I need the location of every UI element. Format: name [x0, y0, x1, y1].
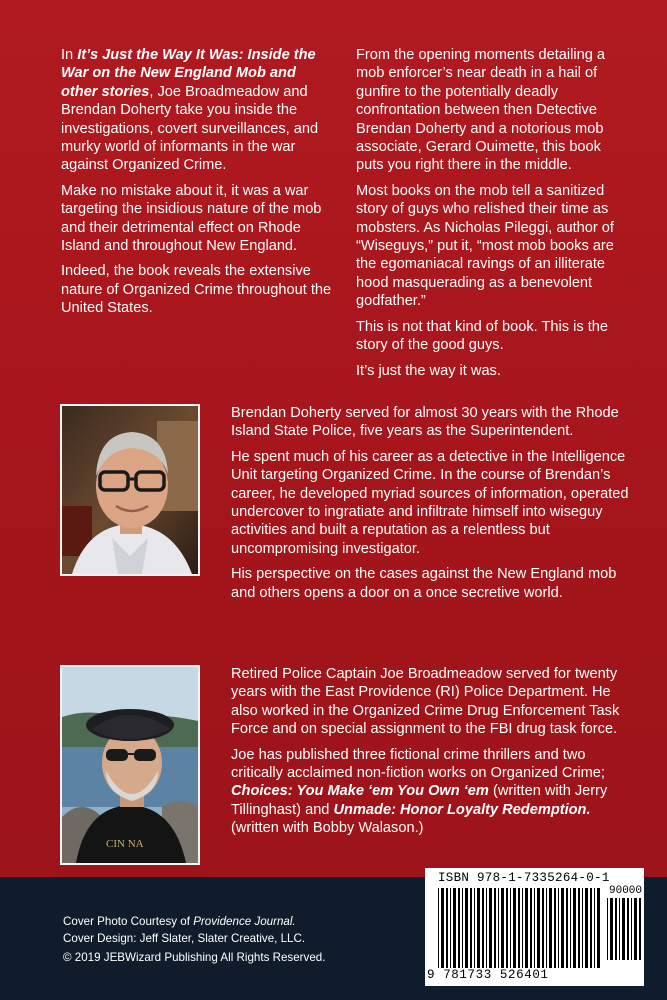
- barcode-bar: [501, 888, 504, 968]
- synopsis-paragraph: Most books on the mob tell a sanitized story of guys who relished their time as mobsters. As Nicholas Pileggi, author of “Wiseguys,” put it, “most mob books are the egomaniacal ravings of an illiterate hood masquerading as a benevolent godfather.”: [356, 182, 614, 310]
- synopsis-paragraph: In It’s Just the Way It Was: Inside the War on the New England Mob and other stories, Joe Broadmeadow and Brendan Doherty take you inside the investigations, covert surveillances, and murky world of informants in the war against Organized Crime.: [61, 47, 319, 174]
- barcode-bar: [530, 888, 532, 968]
- author-photo-doherty: [60, 404, 200, 576]
- synopsis-paragraph: This is not that kind of book. This is the story of the good guys.: [356, 318, 609, 354]
- bio-paragraph: Brendan Doherty served for almost 30 years with the Rhode Island State Police, five years as the Superintendent.: [231, 405, 619, 440]
- barcode-bar: [513, 888, 516, 968]
- barcode-bar: [615, 898, 617, 960]
- ean-number: 9 781733 526401: [427, 968, 549, 982]
- bio-paragraph: He spent much of his career as a detective in the Intelligence Unit targeting Organized Crime. In the course of Brendan’s career, he developed myriad sources of information, operated undercover to ingratiate and infiltrate himself into wiseguy activities and built a reputation as a relentless but uncompromising investigator.: [231, 448, 629, 557]
- bio-paragraph: Retired Police Captain Joe Broadmeadow served for twenty years with the East Providence (RI) Police Department. He also worked in the Organized Crime Drug Enforcement Task Force and on special assignment to the FBI drug task force.: [231, 666, 620, 738]
- barcode-bar: [582, 888, 583, 968]
- barcode-bar: [474, 888, 475, 968]
- barcode-bar: [594, 888, 595, 968]
- isbn-label: ISBN 978-1-7335264-0-1: [438, 871, 610, 885]
- book-title: Unmade: Honor Loyalty Redemption.: [333, 801, 591, 818]
- barcode-bar: [558, 888, 559, 968]
- design-credit: Cover Design: Jeff Slater, Slater Creative, LLC.: [63, 931, 306, 945]
- barcode-bar: [534, 888, 535, 968]
- barcode-bar: [631, 898, 632, 960]
- copyright: © 2019 JEBWizard Publishing All Rights Reserved.: [63, 951, 326, 964]
- barcode-bar: [477, 888, 480, 968]
- price-code: 90000: [609, 885, 643, 897]
- barcode-bar: [578, 888, 580, 968]
- barcode-bar: [597, 888, 600, 968]
- barcode-bar: [510, 888, 511, 968]
- barcode: [425, 868, 644, 986]
- barcode-bar: [566, 888, 568, 968]
- photo-credit: Cover Photo Courtesy of Providence Journal.: [63, 915, 296, 928]
- barcode-bar: [522, 888, 523, 968]
- synopsis-left-column: [61, 46, 333, 325]
- barcode-bar: [458, 888, 460, 968]
- synopsis-paragraph: From the opening moments detailing a mob enforcer’s near death in a hail of gunfire to the potentially deadly confrontation between then Detective Brendan Doherty and a notorious mob associate, Gerard Ouimette, this book puts you right there in the middle.: [356, 47, 606, 174]
- barcode-bar: [498, 888, 499, 968]
- bio-paragraph: Joe has published three fictional crime thrillers and two critically acclaimed non-fiction works on Organized Crime; Choices: You Make ‘em You Own ‘em (written with Jerry Tillinghast) and Unmade: Honor Loyalty Redemption. (written with Bobby Walason.): [231, 746, 608, 837]
- barcode-bar: [537, 888, 540, 968]
- barcode-bar: [619, 898, 620, 960]
- barcode-bar: [506, 888, 508, 968]
- barcode-bar: [585, 888, 588, 968]
- barcode-bar: [494, 888, 496, 968]
- barcode-bar: [470, 888, 472, 968]
- barcode-bar: [441, 888, 444, 968]
- barcode-bar: [518, 888, 520, 968]
- barcode-bar: [610, 898, 613, 960]
- barcode-bar: [546, 888, 547, 968]
- barcode-bar: [607, 898, 608, 960]
- synopsis-paragraph: It’s just the way it was.: [356, 362, 501, 379]
- credits: [63, 914, 325, 967]
- barcode-bar: [590, 888, 592, 968]
- book-title: Choices: You Make ‘em You Own ‘em: [231, 783, 489, 800]
- synopsis-paragraph: Indeed, the book reveals the extensive nature of Organized Crime throughout the United States.: [61, 263, 332, 317]
- barcode-bar: [634, 898, 637, 960]
- synopsis-paragraph: Make no mistake about it, it was a war targeting the insidious nature of the mob and their detrimental effect on Rhode Island and throughout New England.: [61, 182, 322, 255]
- book-title: It’s Just the Way It Was: Inside the War on the New England Mob and other stories: [61, 47, 316, 100]
- barcode-bar: [446, 888, 448, 968]
- barcode-bar: [489, 888, 492, 968]
- barcode-bar: [525, 888, 528, 968]
- price-barcode-bars: [607, 898, 641, 960]
- barcode-bar: [450, 888, 451, 968]
- synopsis-right-column: [356, 46, 626, 387]
- barcode-bar: [561, 888, 564, 968]
- barcode-bar: [622, 898, 625, 960]
- barcode-bar: [486, 888, 487, 968]
- bio-doherty: [231, 404, 631, 609]
- barcode-bar: [462, 888, 463, 968]
- barcode-bar: [542, 888, 544, 968]
- barcode-bar: [639, 898, 641, 960]
- barcode-bar: [627, 898, 629, 960]
- barcode-bar: [482, 888, 484, 968]
- bio-broadmeadow: [231, 665, 631, 845]
- barcode-bar: [465, 888, 468, 968]
- barcode-bar: [549, 888, 552, 968]
- barcode-bar: [573, 888, 576, 968]
- bio-paragraph: His perspective on the cases against the New England mob and others opens a door on a once secretive world.: [231, 566, 617, 601]
- ean-barcode-bars: [438, 888, 602, 968]
- barcode-bar: [453, 888, 456, 968]
- author-photo-broadmeadow: [60, 665, 200, 865]
- barcode-bar: [554, 888, 556, 968]
- barcode-bar: [570, 888, 571, 968]
- barcode-bar: [438, 888, 439, 968]
- svg-text:CIN NA: CIN NA: [106, 838, 144, 850]
